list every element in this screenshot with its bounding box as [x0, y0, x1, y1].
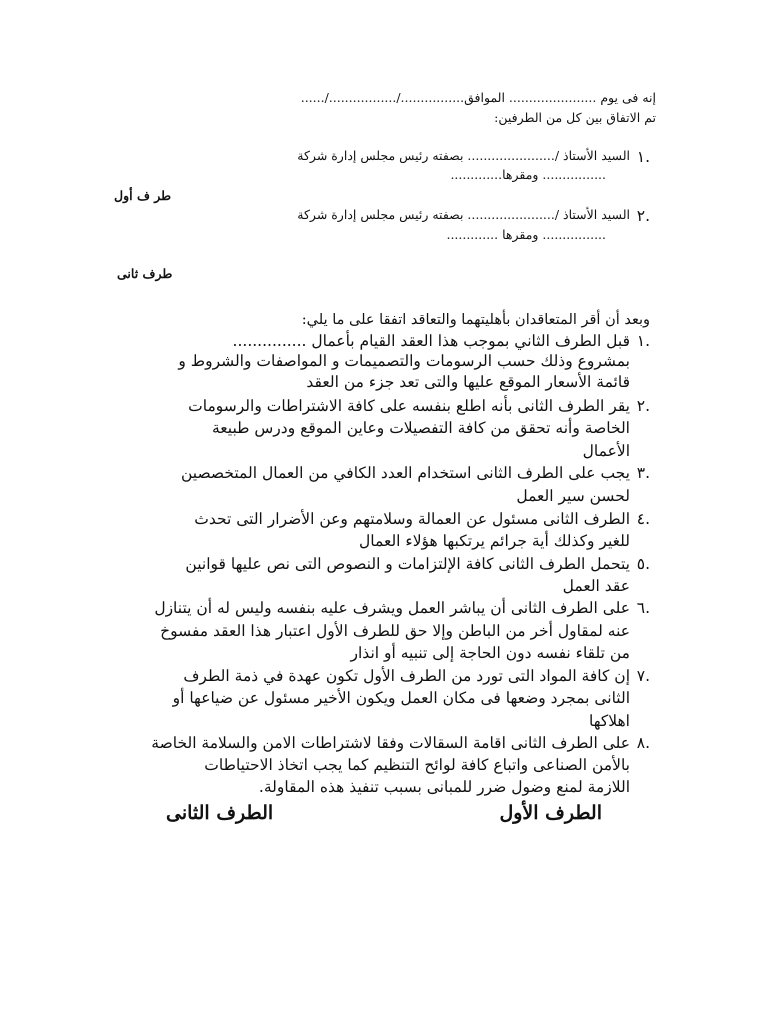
clause-4-number: ٤. [636, 510, 650, 528]
clause-1-number: ١. [636, 332, 650, 350]
party-2-number: ٢. [636, 207, 650, 225]
clause-3-line-1: يجب على الطرف الثانى استخدام العدد الكافي من العمال المتخصصين [181, 464, 630, 482]
party-2-line1: السيد الأستاذ /...................... بصفته رئيس مجلس إدارة شركة [297, 207, 630, 222]
clause-7-line-2: الثانى بمجرد وضعها فى مكان العمل ويكون الأخير مسئول عن ضياعها أو [172, 689, 630, 707]
clause-8-line-1: على الطرف الثانى اقامة السقالات وفقا لاشتراطات الامن والسلامة الخاصة [151, 734, 630, 752]
clause-7-line-3: اهلاكها [589, 712, 630, 730]
clause-7-number: ٧. [636, 667, 650, 685]
clause-6-line-1: على الطرف الثانى أن يباشر العمل ويشرف عليه بنفسه وليس له أن يتنازل [154, 599, 630, 617]
clause-3-line-2: لحسن سير العمل [516, 487, 630, 505]
clause-2-line-1: يقر الطرف الثانى بأنه اطلع بنفسه على كافة الاشتراطات والرسومات [188, 397, 630, 415]
clause-5-number: ٥. [636, 555, 650, 573]
clause-5-line-1: يتحمل الطرف الثانى كافة الإلتزامات و النصوص التى نص عليها قوانين [185, 555, 630, 573]
clause-5-line-2: عقد العمل [562, 577, 630, 595]
clauses-intro: وبعد أن أقر المتعاقدان بأهليتهما والتعاقد اتفقا على ما يلي: [301, 312, 650, 328]
clause-2-number: ٢. [636, 397, 650, 415]
clause-6-number: ٦. [636, 599, 650, 617]
party-2-role: طرف ثانى [117, 266, 173, 281]
clause-8-line-2: بالأمن الصناعى واتباع كافة لوائح التنظيم كما يجب اتخاذ الاحتياطات [204, 756, 630, 774]
clause-2-line-2: الخاصة وأنه تحقق من كافة التفصيلات وعاين الموقع ودرس طبيعة [211, 419, 630, 437]
clause-6-line-2: عنه لمقاول أخر من الباطن وإلا حق للطرف الأول اعتبار هذا العقد مفسوخ [160, 622, 630, 640]
clause-3-number: ٣. [636, 464, 650, 482]
clause-6-line-3: من تلقاء نفسه دون الحاجة إلى تنبيه أو انذار [350, 644, 630, 662]
party-1-role: طر ف أول [114, 188, 172, 203]
clause-4-line-1: الطرف الثانى مسئول عن العمالة وسلامتهم وعن الأضرار التى تحدث [194, 510, 630, 528]
intro-line: تم الاتفاق بين كل من الطرفين: [494, 110, 656, 125]
clause-8-line-3: اللازمة لمنع وضول ضرر للمبانى بسبب تنفيذ هذه المقاولة. [258, 778, 630, 796]
signature-first-party: الطرف الأول [499, 802, 602, 824]
party-1-number: ١. [636, 148, 650, 166]
clause-1-line-2: بمشروع وذلك حسب الرسومات والتصميمات و المواصفات والشروط و [178, 352, 630, 370]
clause-1-line-1: قبل الطرف الثاني بموجب هذا العقد القيام بأعمال ............... [232, 332, 630, 350]
signature-second-party: الطرف الثانى [166, 802, 274, 824]
party-1-line2: ................ ومقرها............. [450, 167, 606, 182]
date-line: إنه فى يوم ...................... الموافق................/................./...... [300, 90, 656, 105]
party-2-line2: ................ ومقرها ............. [446, 227, 606, 242]
clause-1-line-3: قائمة الأسعار الموقع عليها والتى تعد جزء من العقد [306, 373, 630, 391]
clause-2-line-3: الأعمال [582, 442, 630, 460]
party-1-line1: السيد الأستاذ /...................... بصفته رئيس مجلس إدارة شركة [297, 148, 630, 163]
clause-4-line-2: للغير وكذلك أية جرائم يرتكبها هؤلاء العمال [359, 532, 630, 550]
clause-8-number: ٨. [636, 734, 650, 752]
clause-7-line-1: إن كافة المواد التى تورد من الطرف الأول تكون عهدة في ذمة الطرف [183, 667, 630, 685]
